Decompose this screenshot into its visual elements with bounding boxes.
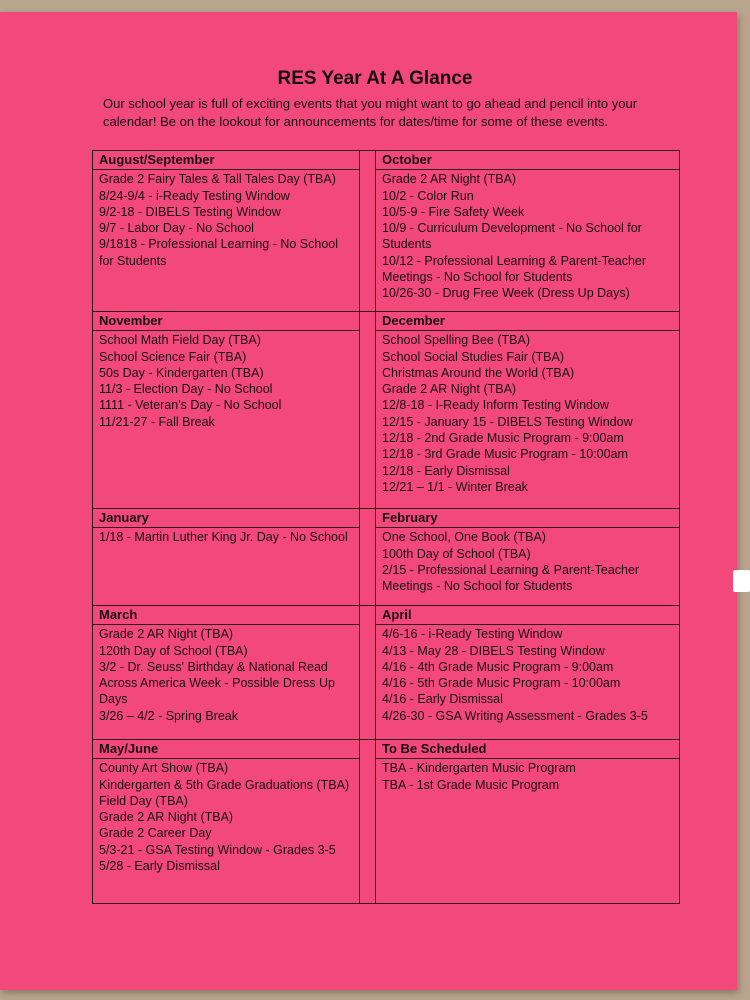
event-item: 1111 - Veteran's Day - No School xyxy=(99,398,282,413)
event-item: Grade 2 Career Day xyxy=(99,826,212,841)
event-item: School Social Studies Fair (TBA) xyxy=(382,349,565,364)
event-item: Grade 2 Fairy Tales & Tall Tales Day (TBA) xyxy=(99,172,336,187)
month-heading: March xyxy=(93,606,359,625)
month-heading: December xyxy=(376,312,679,331)
event-list xyxy=(93,170,359,269)
event-item: 4/13 - May 28 - DIBELS Testing Window xyxy=(382,643,605,658)
event-item: 120th Day of School (TBA) xyxy=(99,643,248,658)
month-heading: April xyxy=(376,606,679,625)
event-item: 12/15 - January 15 - DIBELS Testing Window xyxy=(382,414,633,429)
event-item: 3/2 - Dr. Seuss' Birthday & National Read Across America Week - Possible Dress Up Days xyxy=(99,659,335,707)
event-item: Grade 2 AR Night (TBA) xyxy=(382,382,517,397)
event-item: 12/8-18 - I-Ready Inform Testing Window xyxy=(382,398,609,413)
event-list xyxy=(93,759,359,874)
event-item: 50s Day - Kindergarten (TBA) xyxy=(99,365,264,380)
month-cell-april xyxy=(376,606,679,739)
month-cell-december xyxy=(376,312,679,508)
event-list xyxy=(93,625,359,724)
event-item: 1/18 - Martin Luther King Jr. Day - No School xyxy=(99,530,348,545)
event-item: 12/18 - 3rd Grade Music Program - 10:00am xyxy=(382,447,628,462)
calendar-grid xyxy=(92,150,680,904)
event-item: 4/6-16 - i-Ready Testing Window xyxy=(382,627,563,642)
event-item: 9/1818 - Professional Learning - No School for Students xyxy=(99,237,339,268)
event-list xyxy=(376,759,679,793)
event-item: 11/3 - Election Day - No School xyxy=(99,382,273,397)
event-item: 9/7 - Labor Day - No School xyxy=(99,221,254,236)
month-heading: January xyxy=(93,509,359,528)
month-heading: May/June xyxy=(93,740,359,759)
event-item: 12/21 – 1/1 - Winter Break xyxy=(382,479,528,494)
month-cell-aug-sep xyxy=(93,151,359,311)
event-item: 100th Day of School (TBA) xyxy=(382,546,531,561)
month-heading: To Be Scheduled xyxy=(376,740,679,759)
event-item: 10/2 - Color Run xyxy=(382,188,474,203)
month-cell-march xyxy=(93,606,359,739)
event-item: 10/12 - Professional Learning & Parent-Teacher Meetings - No School for Students xyxy=(382,253,647,285)
page-title: RES Year At A Glance xyxy=(277,68,473,89)
event-item: 4/16 - 5th Grade Music Program - 10:00am xyxy=(382,676,621,691)
event-item: TBA - 1st Grade Music Program xyxy=(382,777,560,792)
event-item: 2/15 - Professional Learning & Parent-Teacher Meetings - No School for Students xyxy=(382,562,640,594)
event-list xyxy=(376,528,679,594)
event-item: TBA - Kindergarten Music Program xyxy=(382,761,576,776)
event-item: 10/26-30 - Drug Free Week (Dress Up Days) xyxy=(382,286,630,301)
event-item: 12/18 - Early Dismissal xyxy=(382,463,510,478)
event-item: 9/2-18 - DIBELS Testing Window xyxy=(99,204,281,219)
month-cell-october xyxy=(376,151,679,311)
event-list xyxy=(376,170,679,301)
event-item: Kindergarten & 5th Grade Graduations (TBA) xyxy=(99,777,350,792)
column-divider-left xyxy=(359,151,360,903)
event-item: Grade 2 AR Night (TBA) xyxy=(99,627,234,642)
month-cell-november xyxy=(93,312,359,508)
month-cell-february xyxy=(376,509,679,605)
event-list xyxy=(93,528,359,545)
month-heading: November xyxy=(93,312,359,331)
event-item: 8/24-9/4 - i-Ready Testing Window xyxy=(99,188,290,203)
event-item: Field Day (TBA) xyxy=(99,793,188,808)
event-item: 12/18 - 2nd Grade Music Program - 9:00am xyxy=(382,431,624,446)
binder-tab xyxy=(733,570,750,592)
event-item: 5/3-21 - GSA Testing Window - Grades 3-5 xyxy=(99,842,336,857)
event-item: Grade 2 AR Night (TBA) xyxy=(382,172,517,187)
event-list xyxy=(376,331,679,495)
event-item: Grade 2 AR Night (TBA) xyxy=(99,810,234,825)
month-heading: August/September xyxy=(93,151,359,170)
event-item: 4/26-30 - GSA Writing Assessment - Grades 3-5 xyxy=(382,708,648,723)
month-cell-january xyxy=(93,509,359,605)
month-heading: October xyxy=(376,151,679,170)
event-item: Christmas Around the World (TBA) xyxy=(382,365,575,380)
month-heading: February xyxy=(376,509,679,528)
event-item: School Spelling Bee (TBA) xyxy=(382,333,530,348)
event-list xyxy=(93,331,359,430)
event-list xyxy=(376,625,679,724)
event-item: 11/21-27 - Fall Break xyxy=(99,414,215,429)
event-item: County Art Show (TBA) xyxy=(99,761,229,776)
event-item: School Science Fair (TBA) xyxy=(99,349,247,364)
event-item: School Math Field Day (TBA) xyxy=(99,333,261,348)
event-item: 10/5-9 - Fire Safety Week xyxy=(382,204,525,219)
event-item: One School, One Book (TBA) xyxy=(382,530,546,545)
event-item: 5/28 - Early Dismissal xyxy=(99,859,220,874)
event-item: 3/26 – 4/2 - Spring Break xyxy=(99,708,238,723)
month-cell-to-be-scheduled xyxy=(376,740,679,903)
event-item: 10/9 - Curriculum Development - No School for Students xyxy=(382,221,642,252)
intro-paragraph: Our school year is full of exciting events that you might want to go ahead and pencil into your calendar! Be on the lookout for announcements for dates/time for some of these events. xyxy=(103,96,638,129)
event-item: 4/16 - Early Dismissal xyxy=(382,692,503,707)
month-cell-may-june xyxy=(93,740,359,903)
event-item: 4/16 - 4th Grade Music Program - 9:00am xyxy=(382,659,614,674)
